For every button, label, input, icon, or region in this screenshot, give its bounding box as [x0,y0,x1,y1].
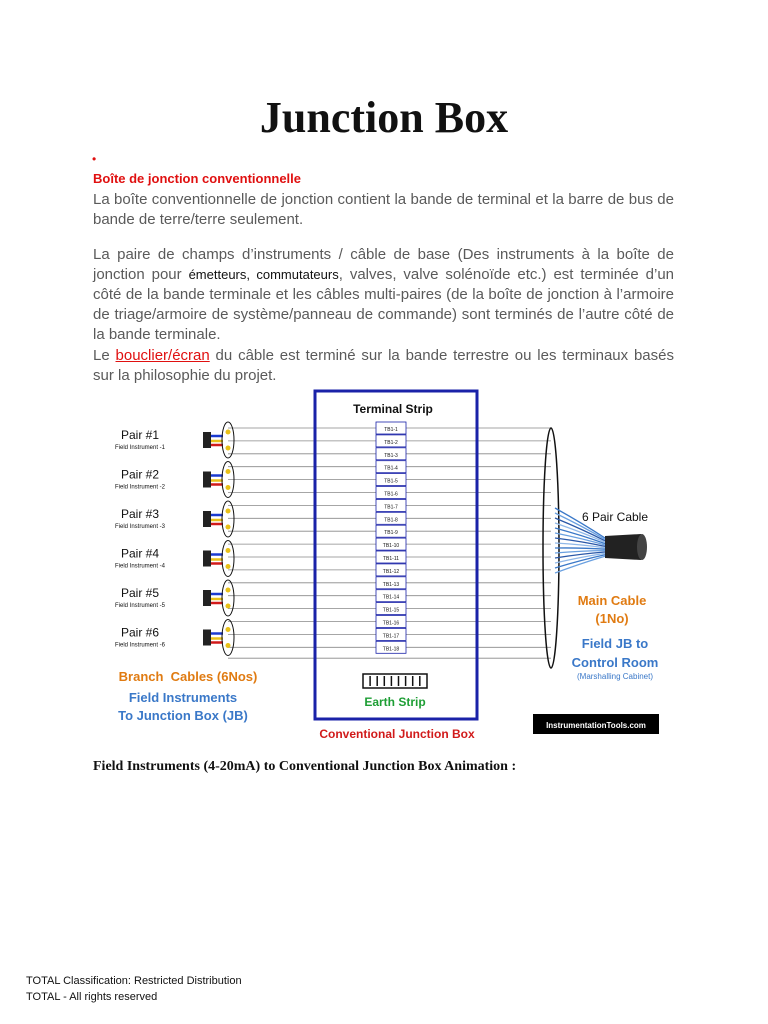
ferrule-dot [226,604,231,609]
terminal-label: TB1-11 [382,556,400,562]
pair-instrument: Field Instrument -1 [114,445,166,451]
terminal-label: TB1-10 [382,543,400,550]
terminal-6 [376,487,406,499]
terminal-1 [376,422,406,434]
ferrule-dot [226,643,231,648]
pair-instrument: Field Instrument -4 [114,563,166,570]
pair-instrument: Field Instrument -5 [114,603,166,609]
terminal-18 [376,641,406,653]
bullet-marker: • [92,152,97,166]
cable-label: 6 Pair Cable [581,510,649,524]
earth-strip-label: Earth Strip [364,695,426,709]
terminal-14 [376,590,406,602]
paragraph-shield-end: du câble est terminé sur la bande terrestre ou les terminaux basés sur la philosophie du projet. [93,347,674,384]
footer-rights: TOTAL - All rights reserved [26,991,158,1003]
terminal-label: TB1-7 [384,504,398,511]
terminal-label: TB1-14 [382,594,400,601]
field-jb-label: Field JB to [581,636,649,651]
terminal-8 [376,512,406,524]
branch-cables-label: Branch Cables (6Nos) [118,669,258,684]
ferrule-dot [226,588,231,593]
pair-instrument: Field Instrument -3 [114,524,166,530]
pair-label: Pair #4 [120,546,160,561]
branch-cable-end [203,551,211,567]
ferrule-dot [226,627,231,632]
branch-cable-end [203,472,211,488]
devices-text: émetteurs, commutateurs [188,267,339,282]
terminal-13 [376,577,406,589]
gland-ellipse [222,580,234,616]
terminal-3 [376,448,406,460]
paragraph-cabling-end: , valves, valve solénoïde etc.) est terminée d’un côté de la bande terminale et les câbles multi-paires (de la boîte de jonction à l’armoire de triage/armoire de système/panneau de commande) sont terminés de l’autre côté de la bande terminale. [93,266,675,343]
section-subheading: Boîte de jonction conventionnelle [93,171,302,186]
terminal-label: TB1-16 [382,620,400,627]
gland-ellipse [222,422,234,458]
page-title: Junction Box [259,93,509,142]
paragraph-cabling [93,245,674,345]
pair-label: Pair #1 [120,428,160,442]
ferrule-dot [226,564,231,569]
junction-box-diagram [93,388,673,743]
terminal-10 [376,538,406,550]
pair-label: Pair #3 [120,507,160,521]
pair-label: Pair #2 [120,467,160,482]
terminal-12 [376,564,406,576]
paragraph-shield-start: Le [93,347,116,364]
main-cable-label: Main Cable [577,593,647,608]
branch-cable-end [203,630,211,646]
branch-cable-end [203,432,211,448]
terminal-label: TB1-18 [382,646,400,653]
terminal-17 [376,628,406,640]
terminal-label: TB1-3 [384,452,398,459]
ferrule-dot [226,548,231,553]
ferrule-dot [226,509,231,514]
terminal-strip-label: Terminal Strip [353,402,433,416]
pair-labels [115,422,234,656]
terminal-4 [376,461,406,473]
main-cable-qty: (1No) [595,611,629,626]
terminal-label: TB1-8 [384,517,398,524]
ferrule-dot [226,430,231,435]
terminal-label: TB1-6 [384,491,398,498]
terminal-label: TB1-2 [384,439,398,446]
to-junction-box-label: To Junction Box (JB) [118,708,248,723]
terminal-9 [376,525,406,537]
ferrule-dot [226,446,231,451]
terminal-label: TB1-15 [382,607,400,614]
gland-ellipse [222,541,234,577]
pair-instrument: Field Instrument -6 [114,642,166,649]
branch-cable-end [203,511,211,527]
animation-caption: Field Instruments (4-20mA) to Conventional Junction Box Animation : [93,759,517,774]
control-room-label: Control Room [571,655,659,670]
pair-label: Pair #5 [120,586,160,600]
paragraph-shield [93,346,674,386]
ferrule-dot [226,525,231,530]
footer-classification: TOTAL Classification: Restricted Distribution [26,975,242,987]
fan-wire [555,548,605,549]
terminal-5 [376,474,406,486]
terminal-2 [376,435,406,447]
field-instruments-label: Field Instruments [128,690,238,705]
ferrule-dot [226,469,231,474]
terminal-label: TB1-9 [384,530,398,537]
gland-ellipse [222,620,234,656]
terminal-label: TB1-12 [382,568,400,575]
terminal-11 [376,551,406,563]
shield-link[interactable]: bouclier/écran [115,347,210,364]
earth-strip-bar [363,674,427,688]
terminal-label: TB1-5 [384,478,398,485]
terminal-16 [376,616,406,628]
main-cable-end [637,534,647,560]
pair-instrument: Field Instrument -2 [114,484,166,491]
fan-wire [555,556,605,573]
terminal-15 [376,603,406,615]
box-label: Conventional Junction Box [319,727,475,741]
ferrule-dot [226,485,231,490]
marshalling-label: (Marshalling Cabinet) [576,672,654,681]
paragraph-cabling-start: La paire de champs d’instruments / câble de base (Des instruments à la boîte de jonction pour [93,246,674,283]
pair-label: Pair #6 [120,625,160,640]
terminal-strip [376,422,406,653]
paragraph-intro: La boîte conventionnelle de jonction contient la bande de terminal et la barre de bus de bande de terre/terre seulement. [93,191,674,228]
terminal-label: TB1-4 [384,465,398,472]
terminal-label: TB1-17 [382,633,400,640]
terminal-7 [376,499,406,511]
terminal-label: TB1-1 [384,427,398,433]
branch-cable-end [203,590,211,606]
watermark-text: InstrumentationTools.com [546,721,646,730]
terminal-label: TB1-13 [382,581,400,588]
